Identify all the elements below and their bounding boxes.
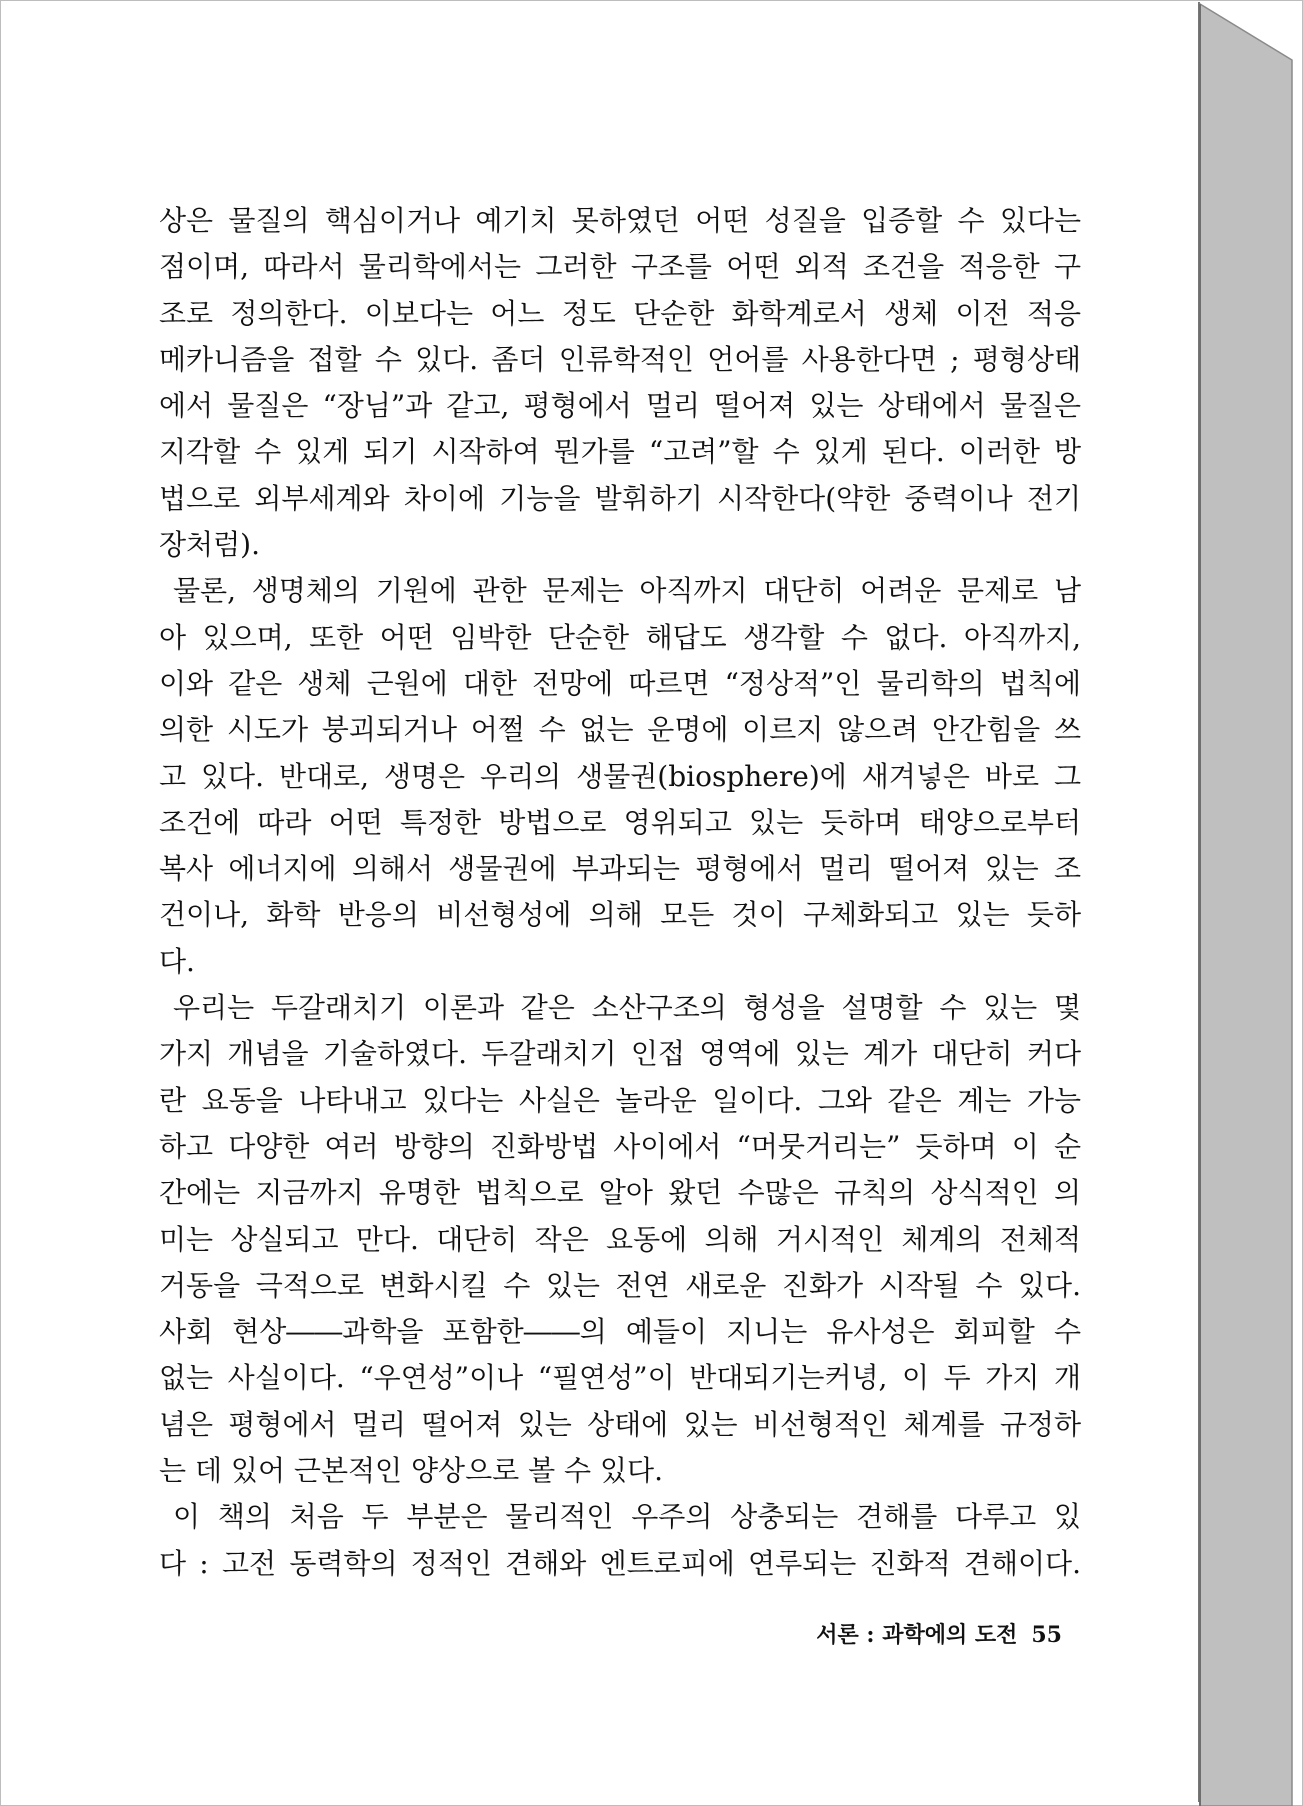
text-line: 조건에 따라 어떤 특정한 방법으로 영위되고 있는 듯하며 태양으로부터	[159, 805, 1081, 839]
text-line: 에서 물질은 “장님”과 같고, 평형에서 멀리 떨어져 있는 상태에서 물질은	[159, 389, 1081, 423]
text-line: 이 책의 처음 두 부분은 물리적인 우주의 상충되는 견해를 다루고 있	[173, 1500, 1081, 1534]
text-line: 는 데 있어 근본적인 양상으로 볼 수 있다.	[159, 1454, 663, 1488]
text-line: 상은 물질의 핵심이거나 예기치 못하였던 어떤 성질을 입증할 수 있다는	[159, 204, 1081, 237]
running-title: 서론 : 과학에의 도전	[816, 1622, 1018, 1648]
text-line: 다.	[159, 944, 195, 978]
text-line: 복사 에너지에 의해서 생물권에 부과되는 평형에서 멀리 떨어져 있는 조	[159, 852, 1081, 886]
text-line: 이와 같은 생체 근원에 대한 전망에 따르면 “정상적”인 물리학의 법칙에	[159, 666, 1081, 700]
text-line: 간에는 지금까지 유명한 법칙으로 알아 왔던 수많은 규칙의 상식적인 의	[159, 1176, 1081, 1210]
text-line: 사회 현상――과학을 포함한――의 예들이 지니는 유사성은 회피할 수	[159, 1315, 1081, 1349]
page-number: 55	[1031, 1622, 1062, 1648]
text-line: 거동을 극적으로 변화시킬 수 있는 전연 새로운 진화가 시작될 수 있다.	[159, 1268, 1081, 1302]
text-line: 고 있다. 반대로, 생명은 우리의 생물권(biosphere)에 새겨넣은 바로 그	[159, 759, 1081, 793]
text-line: 건이나, 화학 반응의 비선형성에 의해 모든 것이 구체화되고 있는 듯하	[159, 898, 1081, 932]
text-line: 없는 사실이다. “우연성”이나 “필연성”이 반대되기는커녕, 이 두 가지 개	[159, 1361, 1081, 1395]
text-line: 지각할 수 있게 되기 시작하여 뭔가를 “고려”할 수 있게 된다. 이러한 방	[159, 435, 1081, 469]
text-line: 메카니즘을 접할 수 있다. 좀더 인류학적인 언어를 사용한다면 ; 평형상태	[159, 342, 1081, 376]
text-line: 미는 상실되고 만다. 대단히 작은 요동에 의해 거시적인 체계의 전체적	[159, 1222, 1081, 1256]
text-line: 조로 정의한다. 이보다는 어느 정도 단순한 화학계로서 생체 이전 적응	[159, 296, 1081, 330]
text-line: 법으로 외부세계와 차이에 기능을 발휘하기 시작한다(약한 중력이나 전기	[159, 481, 1081, 515]
text-line: 다 : 고전 동력학의 정적인 견해와 엔트로피에 연루되는 진화적 견해이다.	[159, 1546, 1081, 1580]
text-line: 아 있으며, 또한 어떤 임박한 단순한 해답도 생각할 수 없다. 아직까지,	[159, 620, 1081, 654]
text-line: 장처럼).	[159, 528, 260, 562]
text-line: 우리는 두갈래치기 이론과 같은 소산구조의 형성을 설명할 수 있는 몇	[173, 991, 1081, 1025]
text-line: 물론, 생명체의 기원에 관한 문제는 아직까지 대단히 어려운 문제로 남	[173, 574, 1081, 608]
text-line: 하고 다양한 여러 방향의 진화방법 사이에서 “머뭇거리는” 듯하며 이 순	[159, 1129, 1081, 1163]
text-line: 점이며, 따라서 물리학에서는 그러한 구조를 어떤 외적 조건을 적응한 구	[159, 250, 1081, 284]
text-line: 의한 시도가 붕괴되거나 어쩔 수 없는 운명에 이르지 않으려 안간힘을 쓰	[159, 713, 1081, 747]
text-line: 란 요동을 나타내고 있다는 사실은 놀라운 일이다. 그와 같은 계는 가능	[159, 1083, 1081, 1117]
text-line: 가지 개념을 기술하였다. 두갈래치기 인접 영역에 있는 계가 대단히 커다	[159, 1037, 1081, 1071]
text-line: 념은 평형에서 멀리 떨어져 있는 상태에 있는 비선형적인 체계를 규정하	[159, 1407, 1081, 1441]
